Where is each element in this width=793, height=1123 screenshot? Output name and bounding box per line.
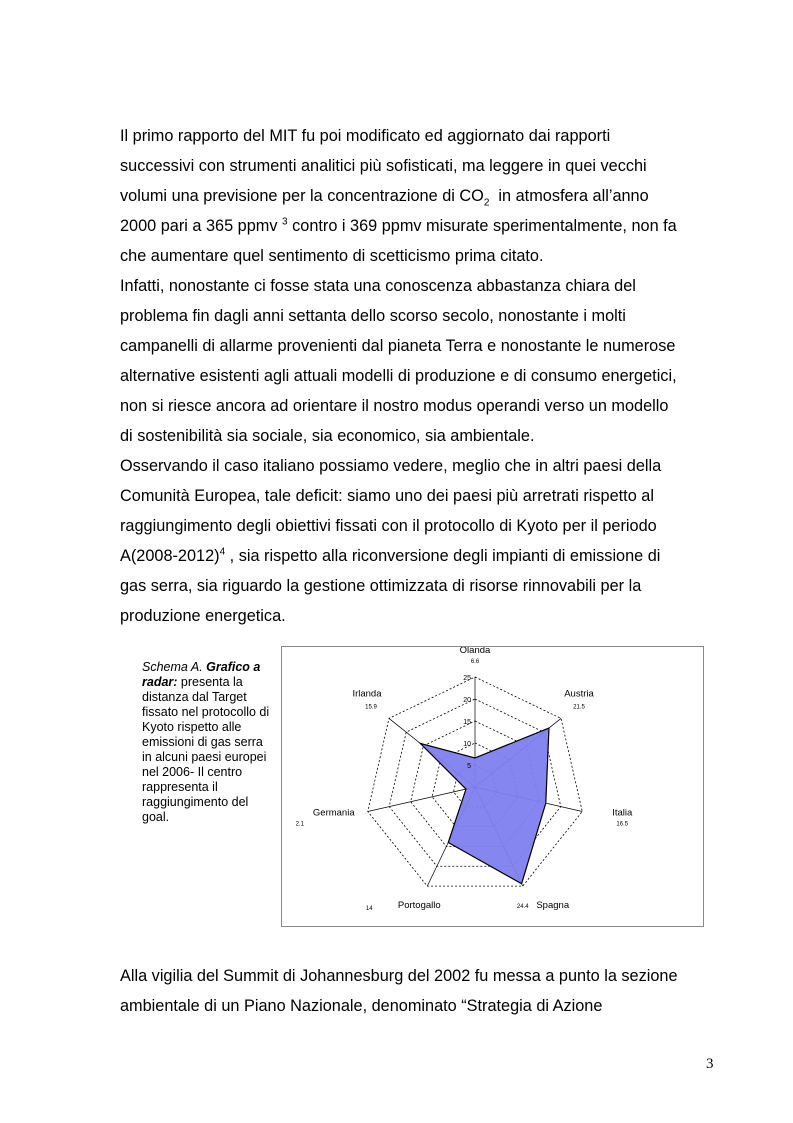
- category-label: Germania: [312, 807, 355, 819]
- category-label: Portogallo: [397, 900, 441, 912]
- axis-spoke: [368, 787, 475, 811]
- radar-chart-svg: [282, 647, 703, 926]
- body-line: problema fin dagli anni settanta dello scorso secolo, nonostante i molti: [120, 307, 626, 325]
- value-label: 16.5: [616, 821, 629, 828]
- body-line: successivi con strumenti analitici più sofisticati, ma leggere in quei vecchi: [120, 157, 647, 175]
- caption-text: presenta la distanza dal Target fissato nel protocollo di Kyoto rispetto alle emissioni di gas serra in alcuni paesi europei nel 2006- Il centro rappresenta il raggiungimento del goal.: [142, 675, 270, 824]
- body-line: Il primo rapporto del MIT fu poi modificato ed aggiornato dai rapporti: [120, 127, 611, 145]
- body-line: ambientale di un Piano Nazionale, denominato “Strategia di Azione: [120, 997, 603, 1015]
- body-line: campanelli di allarme provenienti dal pianeta Terra e nonostante le numerose: [120, 337, 676, 355]
- category-label: Irlanda: [352, 688, 382, 700]
- body-line: [120, 211, 720, 241]
- body-line: che aumentare quel sentimento di scetticismo prima citato.: [120, 247, 544, 265]
- body-line: di sostenibilità sia sociale, sia economico, sia ambientale.: [120, 427, 535, 445]
- page-number: 3: [706, 1056, 714, 1072]
- body-line: Infatti, nonostante ci fosse stata una conoscenza abbastanza chiara del: [120, 277, 636, 295]
- category-label: Olanda: [459, 647, 491, 656]
- caption-label: Schema A.: [142, 660, 203, 674]
- footnote-ref-4: 4: [219, 546, 226, 558]
- tick-label: 20: [463, 697, 471, 704]
- body-line: [120, 181, 720, 211]
- tick-label: 25: [463, 675, 471, 682]
- value-label: 6.6: [470, 659, 480, 665]
- body-line: alternative esistenti agli attuali modelli di produzione e di consumo energetici,: [120, 367, 677, 385]
- text-fragment: 2000 pari a 365 ppmv: [120, 217, 283, 235]
- body-line: Alla vigilia del Summit di Johannesburg del 2002 fu messa a punto la sezione: [120, 967, 678, 985]
- tick-label: 5: [467, 763, 471, 770]
- category-label: Spagna: [536, 900, 570, 912]
- subscript: 2: [483, 197, 490, 209]
- body-line: Osservando il caso italiano possiamo vedere, meglio che in altri paesi della: [120, 457, 662, 475]
- body-line: Comunità Europea, tale deficit: siamo uno dei paesi più arretrati rispetto al: [120, 487, 654, 505]
- category-label: Italia: [612, 807, 633, 819]
- tick-label: 15: [463, 719, 471, 726]
- figure-caption: [142, 660, 270, 825]
- value-label: 15.9: [365, 704, 377, 711]
- text-fragment: , sia rispetto alla riconversione degli impianti di emissione di: [225, 547, 661, 565]
- body-line: [120, 541, 720, 571]
- value-label: 2.1: [295, 821, 304, 828]
- body-line: non si riesce ancora ad orientare il nostro modus operandi verso un modello: [120, 397, 669, 415]
- caption-bold-label: Grafico a radar:: [142, 660, 261, 689]
- text-fragment: A(2008-2012): [120, 547, 220, 565]
- category-label: Austria: [564, 688, 594, 700]
- body-line: produzione energetica.: [120, 607, 286, 625]
- value-label: 24.4: [516, 904, 529, 911]
- radar-chart: [281, 646, 704, 927]
- body-line: gas serra, sia riguardo la gestione ottimizzata di risorse rinnovabili per la: [120, 577, 642, 595]
- tick-label: 10: [463, 741, 471, 748]
- value-label: 21.5: [573, 704, 585, 711]
- text-fragment: in atmosfera all’anno: [489, 187, 649, 205]
- value-label: 14: [365, 906, 373, 913]
- text-fragment: volumi una previsione per la concentrazione di CO: [120, 187, 484, 205]
- text-fragment: contro i 369 ppmv misurate sperimentalmente, non fa: [287, 217, 677, 235]
- body-line: raggiungimento degli obiettivi fissati con il protocollo di Kyoto per il periodo: [120, 517, 657, 535]
- footnote-ref-3: 3: [282, 216, 288, 228]
